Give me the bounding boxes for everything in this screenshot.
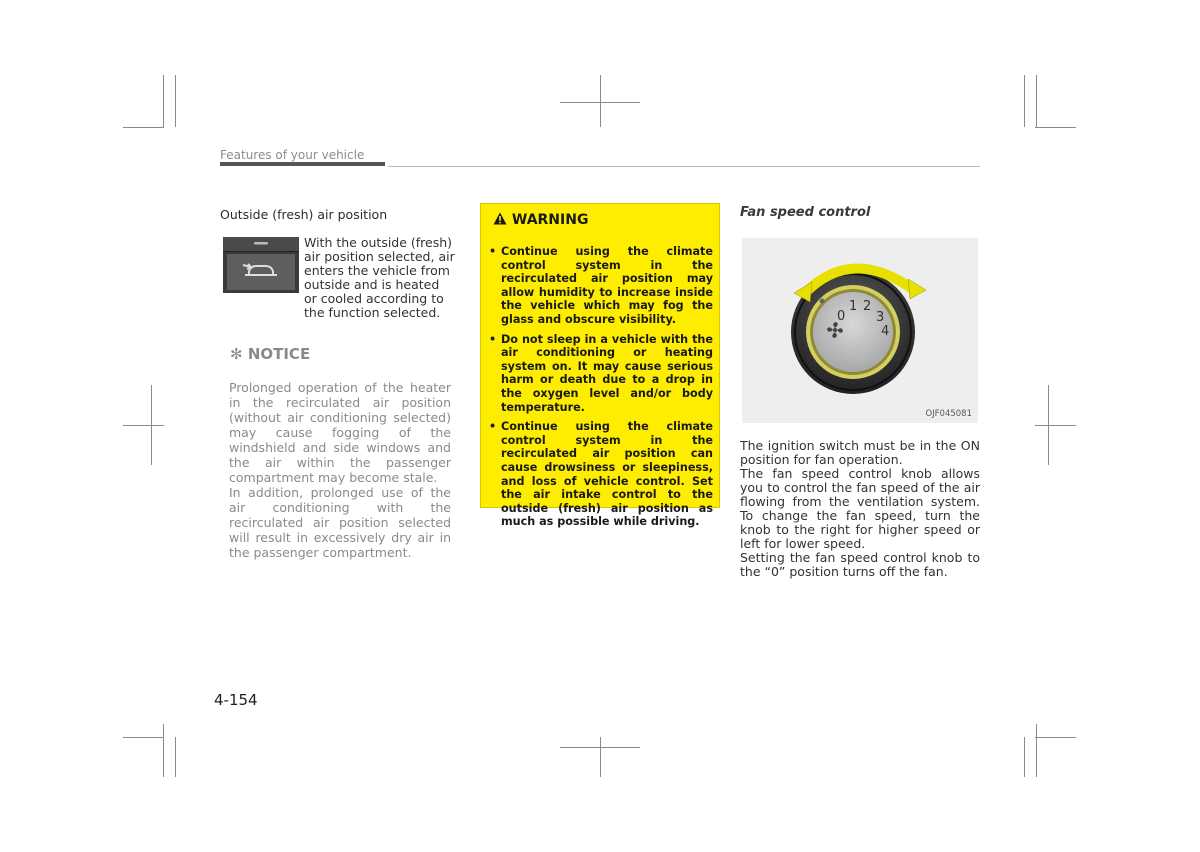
left-column: [220, 207, 460, 560]
crop-mark: [1048, 385, 1049, 465]
crop-mark: [1036, 724, 1037, 777]
subheading: Outside (fresh) air position: [220, 207, 388, 222]
notice-heading: [230, 345, 310, 363]
notice-body: [229, 380, 451, 560]
crop-mark: [1036, 75, 1037, 127]
page-number: 4-154: [214, 691, 258, 709]
warning-list: [489, 245, 713, 535]
warning-box: [480, 203, 720, 529]
crop-mark: [151, 385, 152, 465]
notice-paragraph: Prolonged operation of the heater in the recirculated air position (without air conditioning selected) may cause fogging of the windshield and side windows and the air within the passenger compartment may become stale.: [229, 380, 451, 485]
crop-mark: [1024, 75, 1025, 127]
notice-paragraph: In addition, prolonged use of the air conditioning with the recirculated air position selected will result in excessively dry air in the passenger compartment.: [229, 485, 451, 560]
fan-speed-heading: Fan speed control: [740, 205, 871, 220]
warning-item: • Continue using the climate control system in the recirculated air position can cause drowsiness or sleepiness, and loss of vehicle control. Set the air intake control to the outside (fresh) air position as much as possible while driving.: [489, 420, 713, 529]
fan-paragraph: The ignition switch must be in the ON position for fan operation.: [740, 438, 980, 467]
knob-label-2: 2: [863, 299, 872, 314]
crop-mark: [123, 737, 164, 738]
section-title: Features of your vehicle: [220, 148, 365, 162]
warning-item: • Continue using the climate control system in the recirculated air position may allow humidity to increase inside the vehicle which may fog the glass and obscure visibility.: [489, 245, 713, 327]
knob-label-1: 1: [849, 299, 858, 314]
fan-paragraph: Setting the fan speed control knob to the “0” position turns off the fan.: [740, 550, 980, 579]
header-rule: [388, 166, 980, 167]
crop-mark: [1024, 737, 1025, 777]
crop-mark: [123, 127, 164, 128]
warning-heading: [493, 212, 588, 228]
warning-icon: [493, 212, 507, 225]
notice-icon: ✻: [230, 345, 243, 363]
crop-mark: [1035, 737, 1076, 738]
knob-label-0: 0: [837, 309, 846, 324]
knob-label-3: 3: [876, 310, 885, 325]
fresh-air-button-image: [223, 237, 299, 293]
crop-mark: [600, 737, 601, 777]
header-bar: [220, 162, 385, 166]
warning-title: WARNING: [511, 212, 589, 228]
warning-item: • Do not sleep in a vehicle with the air conditioning or heating system on. It may cause serious harm or death due to a drop in the oxygen level and/or body temperature.: [489, 333, 713, 415]
knob-label-4: 4: [881, 324, 890, 339]
crop-mark: [163, 724, 164, 777]
crop-mark: [1035, 127, 1076, 128]
crop-mark: [175, 75, 176, 127]
picture-description: With the outside (fresh) air position selected, air enters the vehicle from outside and is heated or cooled according to the function selected.: [304, 235, 455, 320]
crop-mark: [175, 737, 176, 777]
photo-code: OJF045081: [925, 409, 972, 419]
fan-knob-photo: [742, 238, 978, 423]
crop-mark: [163, 75, 164, 127]
crop-mark: [600, 75, 601, 127]
crop-mark: [123, 425, 164, 426]
fan-paragraph: The fan speed control knob allows you to control the fan speed of the air flowing from the ventilation system. To change the fan speed, turn the knob to the right for higher speed or left for lower speed.: [740, 466, 980, 551]
fan-speed-text: [740, 439, 980, 579]
notice-title: NOTICE: [247, 345, 311, 363]
crop-mark: [1035, 425, 1076, 426]
